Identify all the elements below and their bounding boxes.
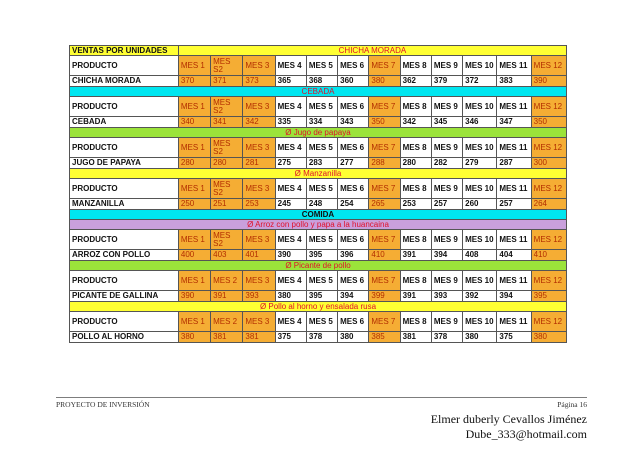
producto-header: PRODUCTO	[70, 138, 179, 158]
month-header: MES 1	[178, 179, 210, 199]
month-header: MES 11	[497, 271, 531, 291]
month-header: MES 7	[369, 179, 400, 199]
month-header: MES 5	[306, 312, 337, 332]
month-header: MES S2	[211, 97, 243, 117]
sales-value: 264	[531, 199, 566, 210]
sales-value: 410	[531, 250, 566, 261]
sales-value: 385	[369, 332, 400, 343]
month-header: MES 8	[400, 179, 431, 199]
sales-value: 381	[400, 332, 431, 343]
page-number: Página 16	[557, 400, 587, 409]
sales-value: 334	[306, 117, 337, 128]
sales-value: 335	[275, 117, 306, 128]
header-row	[70, 312, 567, 332]
month-header: MES 6	[338, 138, 369, 158]
ventas-label: VENTAS POR UNIDADES	[70, 46, 179, 56]
month-header: MES 6	[338, 230, 369, 250]
sales-value: 368	[306, 76, 337, 87]
section-title: Ø Pollo al horno y ensalada rusa	[70, 302, 567, 312]
section-band	[70, 220, 567, 230]
producto-header: PRODUCTO	[70, 179, 179, 199]
month-header: MES 11	[497, 97, 531, 117]
month-header: MES 11	[497, 179, 531, 199]
sales-value: 253	[400, 199, 431, 210]
sales-value: 390	[275, 250, 306, 261]
author-email: Dube_333@hotmail.com	[465, 427, 587, 441]
sales-value: 392	[463, 291, 497, 302]
header-row	[70, 271, 567, 291]
month-header: MES 8	[400, 97, 431, 117]
section-title: COMIDA	[70, 210, 567, 220]
footer-divider	[56, 397, 587, 398]
sales-value: 401	[243, 250, 275, 261]
sales-value: 343	[338, 117, 369, 128]
month-header: MES 3	[243, 230, 275, 250]
sales-value: 380	[178, 332, 210, 343]
sales-value: 375	[275, 332, 306, 343]
month-header: MES 4	[275, 56, 306, 76]
product-row	[70, 117, 567, 128]
month-header: MES 10	[463, 312, 497, 332]
section-title: CEBADA	[70, 87, 567, 97]
sales-value: 277	[338, 158, 369, 169]
section-title: Ø Jugo de papaya	[70, 128, 567, 138]
month-header: MES 8	[400, 230, 431, 250]
month-header: MES 12	[531, 312, 566, 332]
sales-value: 395	[531, 291, 566, 302]
section-title: Ø Arroz con pollo y papa a la huancaina	[70, 220, 567, 230]
month-header: MES 11	[497, 312, 531, 332]
sales-value: 282	[431, 158, 462, 169]
month-header: MES 7	[369, 271, 400, 291]
month-header: MES 3	[243, 271, 275, 291]
sales-value: 390	[178, 291, 210, 302]
month-header: MES 4	[275, 179, 306, 199]
sales-value: 408	[463, 250, 497, 261]
sales-value: 251	[211, 199, 243, 210]
product-name: MANZANILLA	[70, 199, 179, 210]
month-header: MES 7	[369, 56, 400, 76]
section-band	[70, 302, 567, 312]
sales-value: 350	[531, 117, 566, 128]
sales-value: 393	[431, 291, 462, 302]
month-header: MES 8	[400, 271, 431, 291]
sales-value: 257	[497, 199, 531, 210]
sales-value: 375	[497, 332, 531, 343]
product-name: POLLO AL HORNO	[70, 332, 179, 343]
month-header: MES 8	[400, 138, 431, 158]
sales-value: 391	[211, 291, 243, 302]
month-header: MES 3	[243, 138, 275, 158]
sales-value: 340	[178, 117, 210, 128]
sales-value: 265	[369, 199, 400, 210]
sales-value: 372	[463, 76, 497, 87]
sales-value: 391	[400, 250, 431, 261]
section-band	[70, 261, 567, 271]
month-header: MES 7	[369, 97, 400, 117]
product-name: CHICHA MORADA	[70, 76, 179, 87]
product-row	[70, 291, 567, 302]
month-header: MES 10	[463, 271, 497, 291]
month-header: MES S2	[211, 138, 243, 158]
section-band	[70, 210, 567, 220]
month-header: MES 7	[369, 138, 400, 158]
month-header: MES 9	[431, 179, 462, 199]
sales-value: 362	[400, 76, 431, 87]
sales-value: 410	[369, 250, 400, 261]
month-header: MES 9	[431, 312, 462, 332]
month-header: MES 4	[275, 312, 306, 332]
sales-value: 394	[497, 291, 531, 302]
author-name: Elmer duberly Cevallos Jiménez	[430, 412, 587, 426]
sales-value: 394	[338, 291, 369, 302]
sales-value: 260	[463, 199, 497, 210]
month-header: MES 2	[211, 271, 243, 291]
section-band	[70, 169, 567, 179]
month-header: MES 1	[178, 56, 210, 76]
header-row	[70, 56, 567, 76]
sales-value: 404	[497, 250, 531, 261]
sales-value: 248	[306, 199, 337, 210]
sales-value: 380	[463, 332, 497, 343]
producto-header: PRODUCTO	[70, 271, 179, 291]
sales-value: 395	[306, 250, 337, 261]
sales-value: 360	[338, 76, 369, 87]
sales-value: 280	[400, 158, 431, 169]
month-header: MES S2	[211, 230, 243, 250]
month-header: MES 5	[306, 271, 337, 291]
sales-value: 257	[431, 199, 462, 210]
sales-value: 347	[497, 117, 531, 128]
sales-value: 342	[243, 117, 275, 128]
product-row	[70, 158, 567, 169]
month-header: MES 10	[463, 230, 497, 250]
sales-value: 342	[400, 117, 431, 128]
product-name: ARROZ CON POLLO	[70, 250, 179, 261]
sales-value: 341	[211, 117, 243, 128]
sales-value: 393	[243, 291, 275, 302]
sales-value: 380	[531, 332, 566, 343]
sales-value: 391	[400, 291, 431, 302]
month-header: MES 4	[275, 138, 306, 158]
producto-header: PRODUCTO	[70, 56, 179, 76]
month-header: MES 2	[211, 312, 243, 332]
month-header: MES 10	[463, 179, 497, 199]
month-header: MES 9	[431, 56, 462, 76]
month-header: MES 1	[178, 271, 210, 291]
month-header: MES 10	[463, 56, 497, 76]
producto-header: PRODUCTO	[70, 312, 179, 332]
sales-value: 279	[463, 158, 497, 169]
month-header: MES 8	[400, 56, 431, 76]
month-header: MES 4	[275, 97, 306, 117]
sales-value: 403	[211, 250, 243, 261]
product-row	[70, 250, 567, 261]
sales-value: 280	[211, 158, 243, 169]
sales-value: 370	[178, 76, 210, 87]
product-row	[70, 76, 567, 87]
sales-value: 350	[369, 117, 400, 128]
sales-value: 396	[338, 250, 369, 261]
section-band	[70, 46, 567, 56]
sales-value: 275	[275, 158, 306, 169]
sales-value: 378	[431, 332, 462, 343]
month-header: MES 4	[275, 230, 306, 250]
section-title: CHICHA MORADA	[178, 46, 566, 56]
sales-value: 390	[531, 76, 566, 87]
product-name: PICANTE DE GALLINA	[70, 291, 179, 302]
month-header: MES 5	[306, 179, 337, 199]
product-row	[70, 199, 567, 210]
month-header: MES 4	[275, 271, 306, 291]
month-header: MES 12	[531, 138, 566, 158]
month-header: MES 8	[400, 312, 431, 332]
product-name: JUGO DE PAPAYA	[70, 158, 179, 169]
producto-header: PRODUCTO	[70, 230, 179, 250]
month-header: MES 7	[369, 230, 400, 250]
month-header: MES 5	[306, 97, 337, 117]
sales-value: 287	[497, 158, 531, 169]
header-row	[70, 230, 567, 250]
month-header: MES 3	[243, 97, 275, 117]
sales-value: 394	[431, 250, 462, 261]
sales-table	[69, 45, 567, 343]
month-header: MES 10	[463, 138, 497, 158]
product-name: CEBADA	[70, 117, 179, 128]
month-header: MES 11	[497, 138, 531, 158]
header-row	[70, 179, 567, 199]
month-header: MES 9	[431, 97, 462, 117]
section-band	[70, 128, 567, 138]
sales-value: 399	[369, 291, 400, 302]
header-row	[70, 138, 567, 158]
month-header: MES 5	[306, 56, 337, 76]
sales-value: 280	[178, 158, 210, 169]
month-header: MES 3	[243, 56, 275, 76]
month-header: MES 3	[243, 312, 275, 332]
month-header: MES 11	[497, 230, 531, 250]
month-header: MES 12	[531, 179, 566, 199]
month-header: MES 5	[306, 138, 337, 158]
sales-value: 383	[497, 76, 531, 87]
sales-value: 381	[211, 332, 243, 343]
month-header: MES 12	[531, 271, 566, 291]
month-header: MES 9	[431, 230, 462, 250]
month-header: MES 1	[178, 97, 210, 117]
month-header: MES 9	[431, 271, 462, 291]
sales-value: 288	[369, 158, 400, 169]
month-header: MES S2	[211, 56, 243, 76]
month-header: MES 12	[531, 56, 566, 76]
month-header: MES 6	[338, 97, 369, 117]
sales-value: 300	[531, 158, 566, 169]
month-header: MES 10	[463, 97, 497, 117]
month-header: MES S2	[211, 179, 243, 199]
sales-value: 365	[275, 76, 306, 87]
sales-value: 380	[369, 76, 400, 87]
header-row	[70, 97, 567, 117]
section-title: Ø Picante de pollo	[70, 261, 567, 271]
month-header: MES 6	[338, 312, 369, 332]
sales-value: 346	[463, 117, 497, 128]
sales-value: 281	[243, 158, 275, 169]
month-header: MES 6	[338, 179, 369, 199]
sales-value: 371	[211, 76, 243, 87]
month-header: MES 7	[369, 312, 400, 332]
section-title: Ø Manzanilla	[70, 169, 567, 179]
sales-value: 373	[243, 76, 275, 87]
month-header: MES 12	[531, 97, 566, 117]
month-header: MES 12	[531, 230, 566, 250]
sales-value: 380	[275, 291, 306, 302]
sales-value: 250	[178, 199, 210, 210]
sales-value: 254	[338, 199, 369, 210]
month-header: MES 1	[178, 138, 210, 158]
month-header: MES 3	[243, 179, 275, 199]
month-header: MES 1	[178, 312, 210, 332]
footer-project-label: PROYECTO DE INVERSIÓN	[56, 400, 150, 409]
month-header: MES 6	[338, 56, 369, 76]
sales-value: 253	[243, 199, 275, 210]
sales-value: 381	[243, 332, 275, 343]
month-header: MES 5	[306, 230, 337, 250]
section-band	[70, 87, 567, 97]
month-header: MES 11	[497, 56, 531, 76]
product-row	[70, 332, 567, 343]
sales-value: 400	[178, 250, 210, 261]
sales-value: 283	[306, 158, 337, 169]
sales-value: 380	[338, 332, 369, 343]
sales-value: 395	[306, 291, 337, 302]
sales-value: 379	[431, 76, 462, 87]
sales-value: 345	[431, 117, 462, 128]
sales-value: 378	[306, 332, 337, 343]
month-header: MES 9	[431, 138, 462, 158]
sales-value: 245	[275, 199, 306, 210]
producto-header: PRODUCTO	[70, 97, 179, 117]
month-header: MES 6	[338, 271, 369, 291]
month-header: MES 1	[178, 230, 210, 250]
